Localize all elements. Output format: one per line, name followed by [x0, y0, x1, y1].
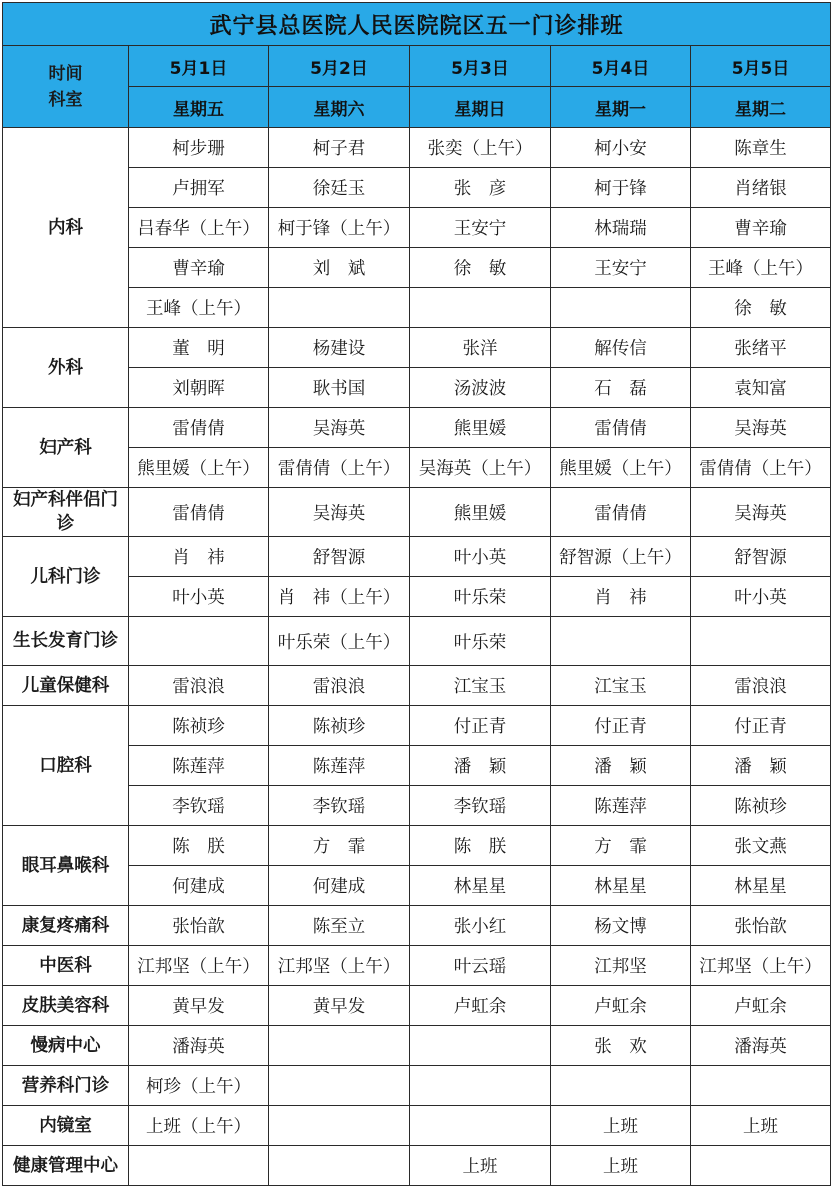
schedule-cell: 上班: [410, 1146, 551, 1186]
weekday-header: 星期二: [691, 87, 831, 128]
schedule-cell: 雷倩倩: [129, 488, 269, 537]
schedule-cell: 方 霏: [551, 826, 691, 866]
schedule-cell: 潘海英: [129, 1026, 269, 1066]
schedule-cell: 叶乐荣（上午）: [269, 617, 410, 666]
schedule-cell: [410, 1026, 551, 1066]
department-name: 妇产科: [3, 408, 129, 488]
schedule-cell: 上班: [551, 1146, 691, 1186]
department-name: 健康管理中心: [3, 1146, 129, 1186]
schedule-cell: 雷倩倩: [551, 408, 691, 448]
table-row: [3, 946, 831, 986]
table-row: [3, 1146, 831, 1186]
schedule-sheet: [2, 2, 834, 1186]
department-name: 妇产科伴侣门诊: [3, 488, 129, 537]
schedule-cell: 曹辛瑜: [691, 208, 831, 248]
schedule-cell: 袁知富: [691, 368, 831, 408]
page-title: 武宁县总医院人民医院院区五一门诊排班: [3, 3, 831, 46]
schedule-cell: [269, 288, 410, 328]
schedule-cell: 陈至立: [269, 906, 410, 946]
table-row: [3, 986, 831, 1026]
schedule-cell: 陈 朕: [129, 826, 269, 866]
schedule-cell: 杨文博: [551, 906, 691, 946]
schedule-cell: 石 磊: [551, 368, 691, 408]
schedule-cell: 潘 颖: [691, 746, 831, 786]
schedule-cell: 张文燕: [691, 826, 831, 866]
schedule-cell: 叶小英: [691, 577, 831, 617]
schedule-cell: 王峰（上午）: [691, 248, 831, 288]
schedule-cell: 吴海英: [269, 488, 410, 537]
date-header: 5月5日: [691, 46, 831, 87]
table-row: [3, 617, 831, 666]
schedule-cell: 李钦瑶: [410, 786, 551, 826]
schedule-cell: 张奕（上午）: [410, 128, 551, 168]
schedule-cell: 雷倩倩: [129, 408, 269, 448]
schedule-table: [2, 2, 831, 1186]
date-header: 5月2日: [269, 46, 410, 87]
schedule-cell: 潘海英: [691, 1026, 831, 1066]
department-name: 慢病中心: [3, 1026, 129, 1066]
schedule-cell: 林星星: [410, 866, 551, 906]
department-name: 皮肤美容科: [3, 986, 129, 1026]
weekday-header: 星期六: [269, 87, 410, 128]
schedule-cell: 付正青: [691, 706, 831, 746]
schedule-cell: [691, 1146, 831, 1186]
schedule-cell: 柯珍（上午）: [129, 1066, 269, 1106]
table-row: [3, 1026, 831, 1066]
schedule-cell: 王安宁: [551, 248, 691, 288]
schedule-cell: 李钦瑶: [129, 786, 269, 826]
schedule-cell: 吕春华（上午）: [129, 208, 269, 248]
schedule-cell: [551, 1066, 691, 1106]
schedule-cell: 肖绪银: [691, 168, 831, 208]
schedule-cell: 江邦坚（上午）: [691, 946, 831, 986]
schedule-cell: 上班: [691, 1106, 831, 1146]
table-row: [3, 1106, 831, 1146]
table-row: [3, 666, 831, 706]
date-header: 5月4日: [551, 46, 691, 87]
schedule-cell: 付正青: [551, 706, 691, 746]
schedule-cell: 张洋: [410, 328, 551, 368]
table-row: [3, 128, 831, 168]
department-name: 儿科门诊: [3, 537, 129, 617]
schedule-cell: 卢拥军: [129, 168, 269, 208]
schedule-cell: 上班（上午）: [129, 1106, 269, 1146]
schedule-cell: 雷倩倩（上午）: [691, 448, 831, 488]
table-row: [3, 706, 831, 746]
schedule-cell: 江宝玉: [551, 666, 691, 706]
schedule-cell: 林星星: [691, 866, 831, 906]
department-name: 营养科门诊: [3, 1066, 129, 1106]
schedule-cell: 徐 敏: [410, 248, 551, 288]
schedule-body: [3, 128, 831, 1186]
weekday-header: 星期日: [410, 87, 551, 128]
schedule-cell: 卢虹余: [691, 986, 831, 1026]
schedule-cell: 陈 朕: [410, 826, 551, 866]
schedule-cell: 舒智源: [691, 537, 831, 577]
schedule-cell: 张怡歆: [691, 906, 831, 946]
department-name: 眼耳鼻喉科: [3, 826, 129, 906]
schedule-cell: 卢虹余: [551, 986, 691, 1026]
schedule-cell: 吴海英（上午）: [410, 448, 551, 488]
weekday-header: 星期一: [551, 87, 691, 128]
schedule-cell: [129, 1146, 269, 1186]
schedule-cell: 董 明: [129, 328, 269, 368]
schedule-cell: 王安宁: [410, 208, 551, 248]
schedule-cell: 柯子君: [269, 128, 410, 168]
schedule-cell: [691, 617, 831, 666]
schedule-cell: 叶小英: [129, 577, 269, 617]
schedule-cell: 汤波波: [410, 368, 551, 408]
schedule-cell: 付正青: [410, 706, 551, 746]
date-header: 5月3日: [410, 46, 551, 87]
corner-header: [3, 46, 129, 128]
schedule-cell: 李钦瑶: [269, 786, 410, 826]
schedule-cell: [129, 617, 269, 666]
schedule-cell: [410, 1106, 551, 1146]
schedule-cell: [410, 288, 551, 328]
schedule-cell: 黄早发: [269, 986, 410, 1026]
department-name: 儿童保健科: [3, 666, 129, 706]
schedule-cell: 叶乐荣: [410, 577, 551, 617]
schedule-cell: 刘 斌: [269, 248, 410, 288]
schedule-cell: 林瑞瑞: [551, 208, 691, 248]
schedule-cell: 曹辛瑜: [129, 248, 269, 288]
schedule-cell: 叶乐荣: [410, 617, 551, 666]
schedule-cell: 杨建设: [269, 328, 410, 368]
schedule-cell: 何建成: [269, 866, 410, 906]
schedule-cell: 刘朝晖: [129, 368, 269, 408]
schedule-cell: 江邦坚: [551, 946, 691, 986]
table-row: [3, 906, 831, 946]
schedule-cell: 柯步珊: [129, 128, 269, 168]
schedule-cell: [269, 1146, 410, 1186]
schedule-cell: 熊里媛: [410, 408, 551, 448]
corner-time-label: 时间: [48, 63, 83, 84]
schedule-cell: 雷倩倩（上午）: [269, 448, 410, 488]
department-name: 康复疼痛科: [3, 906, 129, 946]
schedule-cell: 雷浪浪: [691, 666, 831, 706]
schedule-cell: [551, 617, 691, 666]
schedule-cell: 柯于锋（上午）: [269, 208, 410, 248]
table-row: [3, 1066, 831, 1106]
schedule-cell: 张绪平: [691, 328, 831, 368]
schedule-cell: 耿书国: [269, 368, 410, 408]
schedule-cell: 黄早发: [129, 986, 269, 1026]
schedule-cell: 王峰（上午）: [129, 288, 269, 328]
schedule-cell: 吴海英: [691, 488, 831, 537]
schedule-cell: 柯小安: [551, 128, 691, 168]
table-row: [3, 408, 831, 448]
schedule-cell: 舒智源（上午）: [551, 537, 691, 577]
schedule-cell: 熊里媛: [410, 488, 551, 537]
schedule-cell: 吴海英: [691, 408, 831, 448]
schedule-cell: 雷浪浪: [129, 666, 269, 706]
department-name: 口腔科: [3, 706, 129, 826]
schedule-cell: 雷浪浪: [269, 666, 410, 706]
schedule-cell: 卢虹余: [410, 986, 551, 1026]
schedule-cell: [269, 1066, 410, 1106]
schedule-cell: 陈莲萍: [269, 746, 410, 786]
schedule-cell: 陈莲萍: [551, 786, 691, 826]
schedule-cell: 徐 敏: [691, 288, 831, 328]
table-row: [3, 488, 831, 537]
date-header: 5月1日: [129, 46, 269, 87]
schedule-cell: 陈祯珍: [129, 706, 269, 746]
schedule-cell: 陈祯珍: [269, 706, 410, 746]
department-name: 外科: [3, 328, 129, 408]
schedule-cell: 叶小英: [410, 537, 551, 577]
schedule-cell: 陈章生: [691, 128, 831, 168]
schedule-cell: 肖 祎（上午）: [269, 577, 410, 617]
schedule-cell: 张 彦: [410, 168, 551, 208]
department-name: 内镜室: [3, 1106, 129, 1146]
schedule-cell: [410, 1066, 551, 1106]
schedule-cell: 舒智源: [269, 537, 410, 577]
schedule-cell: 江邦坚（上午）: [269, 946, 410, 986]
schedule-cell: [691, 1066, 831, 1106]
schedule-cell: 熊里媛（上午）: [551, 448, 691, 488]
table-row: [3, 826, 831, 866]
table-row: [3, 537, 831, 577]
table-row: [3, 328, 831, 368]
schedule-cell: 上班: [551, 1106, 691, 1146]
schedule-cell: [269, 1026, 410, 1066]
schedule-cell: 肖 祎: [129, 537, 269, 577]
schedule-cell: 潘 颖: [551, 746, 691, 786]
schedule-cell: [551, 288, 691, 328]
schedule-cell: 解传信: [551, 328, 691, 368]
corner-department-label: 科室: [48, 89, 83, 110]
schedule-cell: 陈莲萍: [129, 746, 269, 786]
schedule-cell: 方 霏: [269, 826, 410, 866]
schedule-cell: 张怡歆: [129, 906, 269, 946]
schedule-cell: 陈祯珍: [691, 786, 831, 826]
schedule-cell: 林星星: [551, 866, 691, 906]
schedule-cell: 肖 祎: [551, 577, 691, 617]
weekday-header: 星期五: [129, 87, 269, 128]
department-name: 内科: [3, 128, 129, 328]
department-name: 中医科: [3, 946, 129, 986]
schedule-cell: 柯于锋: [551, 168, 691, 208]
schedule-cell: 雷倩倩: [551, 488, 691, 537]
schedule-cell: 徐廷玉: [269, 168, 410, 208]
schedule-cell: 熊里媛（上午）: [129, 448, 269, 488]
department-name: 生长发育门诊: [3, 617, 129, 666]
schedule-cell: [269, 1106, 410, 1146]
schedule-cell: 叶云瑶: [410, 946, 551, 986]
schedule-cell: 张小红: [410, 906, 551, 946]
schedule-cell: 潘 颖: [410, 746, 551, 786]
schedule-cell: 张 欢: [551, 1026, 691, 1066]
schedule-cell: 何建成: [129, 866, 269, 906]
schedule-cell: 江宝玉: [410, 666, 551, 706]
schedule-cell: 江邦坚（上午）: [129, 946, 269, 986]
schedule-cell: 吴海英: [269, 408, 410, 448]
